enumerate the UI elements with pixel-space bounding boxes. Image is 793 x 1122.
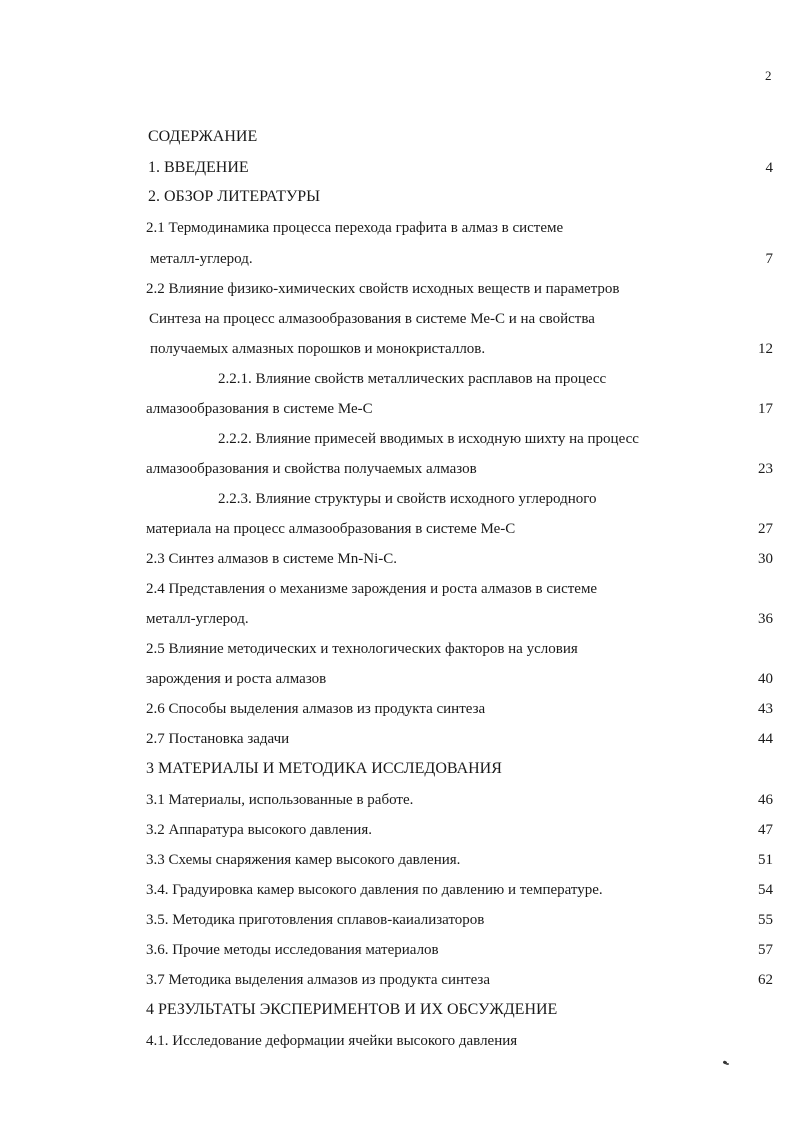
toc-entry — [0, 156, 793, 180]
toc-entry-text: 3 МАТЕРИАЛЫ И МЕТОДИКА ИССЛЕДОВАНИЯ — [146, 760, 502, 777]
toc-entry — [0, 577, 793, 601]
toc-entry-text: 3.1 Материалы, использованные в работе. — [146, 792, 414, 808]
toc-entry-text: 4 РЕЗУЛЬТАТЫ ЭКСПЕРИМЕНТОВ И ИХ ОБСУЖДЕНИЕ — [146, 1001, 558, 1018]
toc-entry-text: алмазообразования и свойства получаемых алмазов — [146, 461, 477, 477]
toc-entry-text: материала на процесс алмазообразования в системе Ме-С — [146, 521, 516, 537]
toc-entry-page: 36 — [758, 611, 773, 627]
toc-entry-text: металл-углерод. — [150, 251, 253, 267]
toc-entry-page: 57 — [758, 942, 773, 958]
toc-entry-text: 2.2 Влияние физико-химических свойств исходных веществ и параметров — [146, 281, 620, 297]
toc-entry — [0, 818, 793, 842]
toc-entry — [0, 607, 793, 631]
toc-entry — [0, 908, 793, 932]
toc-entry — [0, 968, 793, 992]
toc-entry — [0, 938, 793, 962]
toc-entry-page: 12 — [758, 341, 773, 357]
toc-entry-text: 3.7 Методика выделения алмазов из продукта синтеза — [146, 972, 490, 988]
toc-entry — [0, 667, 793, 691]
toc-entry — [0, 427, 793, 451]
toc-entry — [0, 397, 793, 421]
toc-entry-text: 3.2 Аппаратура высокого давления. — [146, 822, 372, 838]
toc-entry-text: металл-углерод. — [146, 611, 249, 627]
toc-entry-text: 3.5. Методика приготовления сплавов-каиализаторов — [146, 912, 485, 928]
toc-entry — [0, 247, 793, 271]
toc-entry — [0, 367, 793, 391]
toc-entry — [0, 337, 793, 361]
toc-entry-text: получаемых алмазных порошков и монокристаллов. — [150, 341, 486, 357]
toc-entry — [0, 216, 793, 240]
scan-speck — [726, 1063, 729, 1065]
toc-entry-text: 3.6. Прочие методы исследования материалов — [146, 942, 439, 958]
toc-entry-text: Синтеза на процесс алмазообразования в системе Ме-С и на свойства — [149, 311, 595, 327]
toc-entry — [0, 848, 793, 872]
toc-entry-page: 54 — [758, 882, 773, 898]
toc-entry-text: 2.5 Влияние методических и технологических факторов на условия — [146, 641, 578, 657]
toc-entry — [0, 185, 793, 209]
toc-entry-text: 2.2.1. Влияние свойств металлических расплавов на процесс — [218, 371, 607, 387]
toc-entry-text: 2. ОБЗОР ЛИТЕРАТУРЫ — [148, 188, 321, 205]
toc-entry-text: 3.4. Градуировка камер высокого давления по давлению и температуре. — [146, 882, 603, 898]
toc-entry-page: 7 — [765, 251, 773, 267]
toc-entry-page: 55 — [758, 912, 773, 928]
toc-title: СОДЕРЖАНИЕ — [148, 128, 258, 145]
toc-entry — [0, 788, 793, 812]
toc-entry-text: 4.1. Исследование деформации ячейки высокого давления — [146, 1033, 518, 1049]
toc-entry-page: 47 — [758, 822, 773, 838]
toc-entry — [0, 547, 793, 571]
toc-entry — [0, 277, 793, 301]
toc-entry-page: 4 — [765, 160, 773, 176]
toc-entry — [0, 487, 793, 511]
toc-entry — [0, 727, 793, 751]
toc-entry-page: 43 — [758, 701, 773, 717]
toc-entry — [0, 1029, 793, 1053]
toc-entry-page: 62 — [758, 972, 773, 988]
toc-entry — [0, 637, 793, 661]
toc-entry-text: 2.2.2. Влияние примесей вводимых в исходную шихту на процесс — [218, 431, 639, 447]
toc-title-line — [0, 125, 793, 149]
toc-entry-page: 46 — [758, 792, 773, 808]
toc-entry-text: 1. ВВЕДЕНИЕ — [148, 159, 249, 176]
toc-entry-text: 3.3 Схемы снаряжения камер высокого давления. — [146, 852, 461, 868]
page-number: 2 — [765, 68, 772, 83]
toc-entry-text: 2.3 Синтез алмазов в системе Mn-Ni-C. — [146, 551, 397, 567]
toc-entry-text: зарождения и роста алмазов — [146, 671, 327, 687]
toc-entry — [0, 307, 793, 331]
toc-entry-page: 23 — [758, 461, 773, 477]
toc-entry — [0, 998, 793, 1022]
toc-entry-page: 27 — [758, 521, 773, 537]
toc-entry-text: 2.4 Представления о механизме зарождения и роста алмазов в системе — [146, 581, 598, 597]
toc-entry-page: 40 — [758, 671, 773, 687]
toc-entry-text: 2.7 Постановка задачи — [146, 731, 290, 747]
toc-entry-page: 17 — [758, 401, 773, 417]
toc-entry-page: 44 — [758, 731, 773, 747]
toc-entry — [0, 517, 793, 541]
toc-entry-page: 30 — [758, 551, 773, 567]
toc-entry — [0, 697, 793, 721]
toc-entry — [0, 878, 793, 902]
toc-entry-page: 51 — [758, 852, 773, 868]
toc-entry-text: алмазообразования в системе Ме-С — [146, 401, 373, 417]
toc-entry — [0, 757, 793, 781]
toc-entry-text: 2.1 Термодинамика процесса перехода графита в алмаз в системе — [146, 220, 564, 236]
toc-entry-text: 2.6 Способы выделения алмазов из продукта синтеза — [146, 701, 486, 717]
toc-entry-text: 2.2.3. Влияние структуры и свойств исходного углеродного — [218, 491, 597, 507]
toc-entry — [0, 457, 793, 481]
